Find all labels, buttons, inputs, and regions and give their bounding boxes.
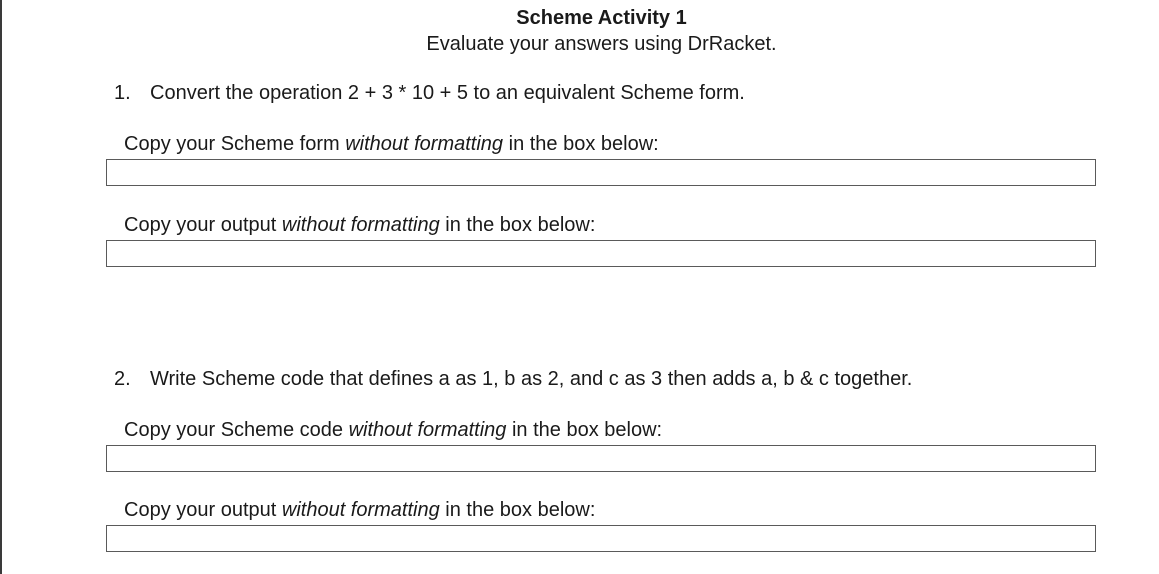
question-text: Write Scheme code that defines a as 1, b as 2, and c as 3 then adds a, b & c together. (150, 368, 913, 390)
page-left-border (0, 0, 2, 574)
instruction-text: Copy your Scheme form (124, 133, 346, 155)
answer-box-q2-output[interactable] (106, 525, 1096, 552)
activity-title: Scheme Activity 1 (516, 7, 687, 29)
instruction-q1-output (124, 214, 595, 237)
instruction-text: Copy your Scheme code (124, 419, 349, 441)
question-number: 2. (114, 368, 131, 390)
instruction-q1-form (124, 133, 659, 156)
instruction-emphasis: without formatting (345, 133, 504, 155)
instruction-q2-code (124, 419, 662, 442)
instruction-text: in the box below: (439, 499, 596, 521)
instruction-q2-output (124, 499, 595, 522)
question-1 (114, 82, 745, 105)
answer-box-q1-form[interactable] (106, 159, 1096, 186)
answer-box-q2-code[interactable] (106, 445, 1096, 472)
instruction-emphasis: without formatting (281, 214, 440, 236)
instruction-text: in the box below: (506, 419, 663, 441)
question-number: 1. (114, 82, 131, 104)
answer-box-q1-output[interactable] (106, 240, 1096, 267)
question-2 (114, 368, 912, 391)
question-text: Convert the operation 2 + 3 * 10 + 5 to an equivalent Scheme form. (150, 82, 745, 104)
instruction-text: in the box below: (503, 133, 659, 155)
instruction-text: Copy your output (124, 214, 282, 236)
activity-subtitle: Evaluate your answers using DrRacket. (426, 33, 777, 55)
instruction-emphasis: without formatting (348, 419, 507, 441)
instruction-text: in the box below: (439, 214, 596, 236)
instruction-emphasis: without formatting (281, 499, 440, 521)
instruction-text: Copy your output (124, 499, 282, 521)
